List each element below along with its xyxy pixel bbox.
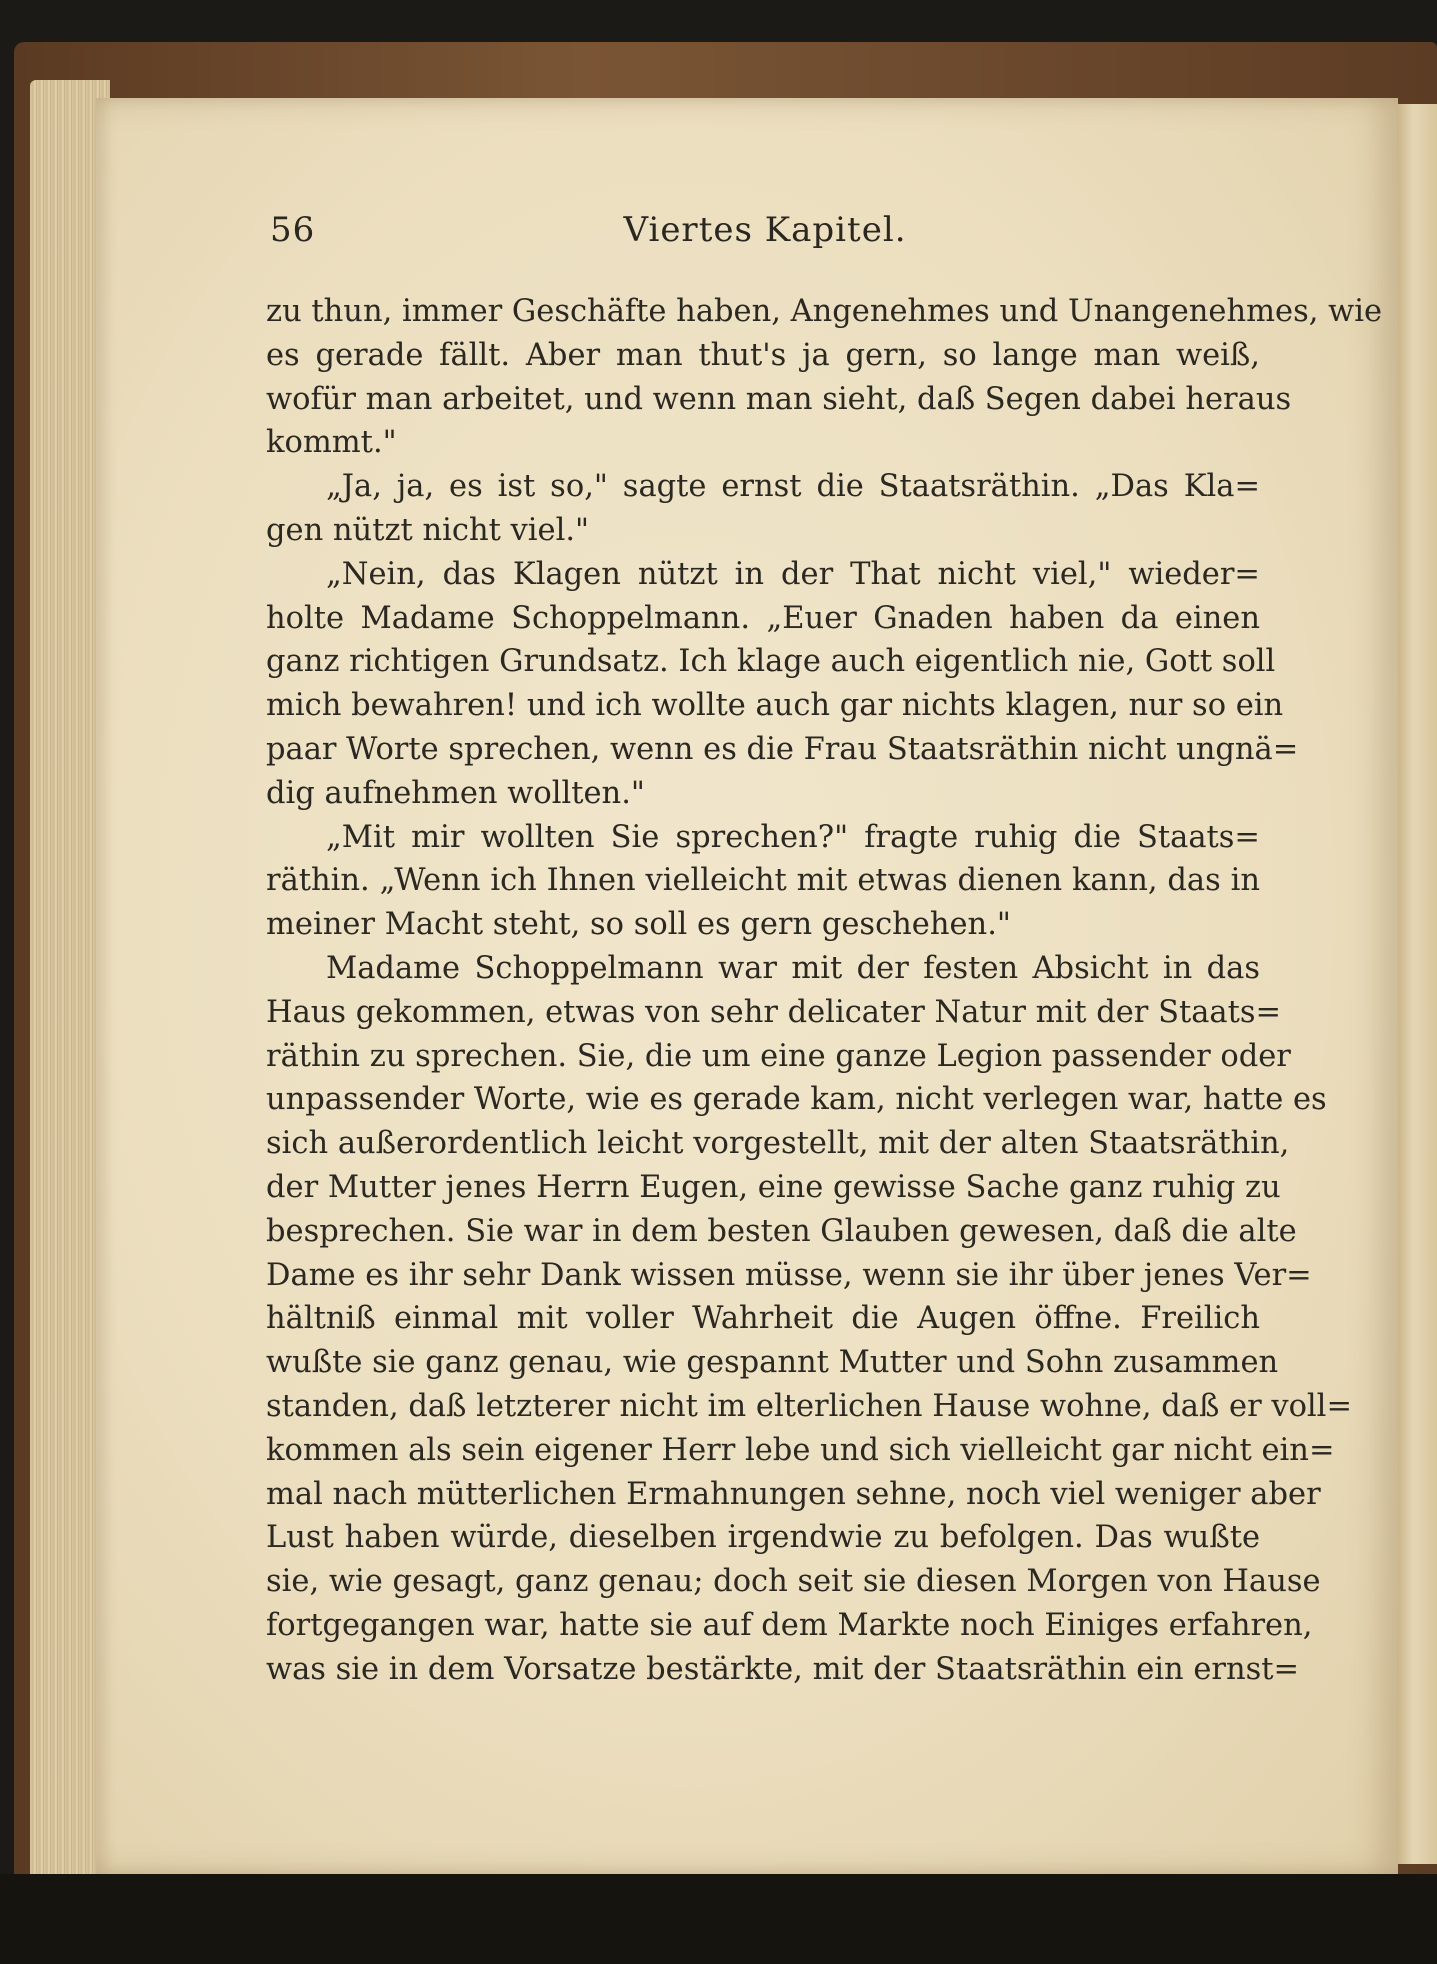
text-line: was sie in dem Vorsatze bestärkte, mit der Staatsräthin ein ernst=: [266, 1651, 1300, 1687]
text-line: wußte sie ganz genau, wie gespannt Mutter und Sohn zusammen: [266, 1345, 1279, 1381]
text-line: Madame Schoppelmann war mit der festen Absicht in das: [326, 950, 1260, 986]
page-number: 56: [270, 210, 316, 250]
text-line: „Mit mir wollten Sie sprechen?" fragte ruhig die Staats=: [326, 819, 1260, 855]
text-line: dig aufnehmen wollten.": [266, 775, 645, 811]
text-line: unpassender Worte, wie es gerade kam, nicht verlegen war, hatte es: [266, 1082, 1327, 1118]
text-line: der Mutter jenes Herrn Eugen, eine gewisse Sache ganz ruhig zu: [266, 1169, 1281, 1205]
text-line: Lust haben würde, dieselben irgendwie zu befolgen. Das wußte: [266, 1520, 1260, 1556]
text-line: fortgegangen war, hatte sie auf dem Markte noch Einiges erfahren,: [266, 1607, 1313, 1643]
text-line: kommt.": [266, 425, 397, 461]
text-line: besprechen. Sie war in dem besten Glauben gewesen, daß die alte: [266, 1213, 1297, 1249]
text-line: „Nein, das Klagen nützt in der That nicht viel," wieder=: [326, 556, 1260, 592]
text-line: holte Madame Schoppelmann. „Euer Gnaden haben da einen: [266, 600, 1260, 636]
text-line: meiner Macht steht, so soll es gern geschehen.": [266, 907, 1011, 943]
text-line: wofür man arbeitet, und wenn man sieht, daß Segen dabei heraus: [266, 381, 1292, 417]
background-bottom: [0, 1874, 1437, 1964]
text-line: es gerade fällt. Aber man thut's ja gern, so lange man weiß,: [266, 337, 1260, 373]
text-line: gen nützt nicht viel.": [266, 512, 590, 548]
text-line: „Ja, ja, es ist so," sagte ernst die Staatsräthin. „Das Kla=: [326, 469, 1260, 505]
text-line: sie, wie gesagt, ganz genau; doch seit sie diesen Morgen von Hause: [266, 1564, 1321, 1600]
facing-page-edge: [1398, 104, 1437, 1864]
text-line: standen, daß letzterer nicht im elterlichen Hause wohne, daß er voll=: [266, 1388, 1352, 1424]
text-line: sich außerordentlich leicht vorgestellt, mit der alten Staatsräthin,: [266, 1126, 1290, 1162]
body-text: [266, 290, 1383, 1692]
text-line: mal nach mütterlichen Ermahnungen sehne, noch viel weniger aber: [266, 1476, 1321, 1512]
text-line: räthin. „Wenn ich Ihnen vielleicht mit etwas dienen kann, das in: [266, 863, 1260, 899]
text-line: Dame es ihr sehr Dank wissen müsse, wenn sie ihr über jenes Ver=: [266, 1257, 1312, 1293]
text-line: mich bewahren! und ich wollte auch gar nichts klagen, nur so ein: [266, 688, 1284, 724]
running-head: [270, 210, 1260, 266]
text-line: Haus gekommen, etwas von sehr delicater Natur mit der Staats=: [266, 994, 1282, 1030]
chapter-title: Viertes Kapitel.: [623, 210, 907, 250]
text-line: ganz richtigen Grundsatz. Ich klage auch eigentlich nie, Gott soll: [266, 644, 1276, 680]
text-line: paar Worte sprechen, wenn es die Frau Staatsräthin nicht ungnä=: [266, 731, 1299, 767]
text-line: kommen als sein eigener Herr lebe und sich vielleicht gar nicht ein=: [266, 1432, 1335, 1468]
text-line: hältniß einmal mit voller Wahrheit die Augen öffne. Freilich: [266, 1301, 1260, 1337]
text-line: zu thun, immer Geschäfte haben, Angenehmes und Unangenehmes, wie: [266, 294, 1383, 329]
text-line: räthin zu sprechen. Sie, die um eine ganze Legion passender oder: [266, 1038, 1291, 1074]
